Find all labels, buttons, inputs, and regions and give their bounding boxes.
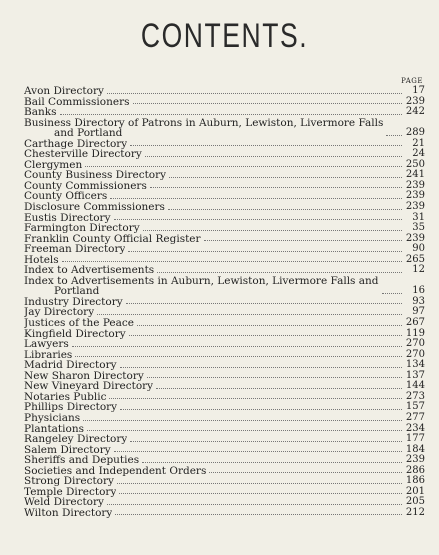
toc-entry-label: Societies and Independent Orders xyxy=(24,465,207,477)
toc-entry-page-number: 270 xyxy=(405,338,425,350)
toc-entry-page-number: 35 xyxy=(412,222,425,234)
toc-entry xyxy=(24,350,425,361)
toc-entry-page-number: 205 xyxy=(405,496,425,508)
dot-leader xyxy=(128,251,402,252)
toc-entry-label: Eustis Directory xyxy=(24,212,111,224)
toc-entry-label: Phillips Directory xyxy=(24,402,118,413)
toc-entry-label: Disclosure Commissioners xyxy=(24,202,165,213)
toc-entry-label: Banks xyxy=(24,107,57,118)
dot-leader xyxy=(150,187,402,188)
toc-entry-label: Lawyers xyxy=(24,339,69,350)
dot-leader xyxy=(60,114,403,115)
toc-entry-label: Industry Directory xyxy=(24,296,123,308)
toc-entry xyxy=(24,139,425,150)
toc-entry-page-number: 242 xyxy=(405,106,425,118)
dot-leader xyxy=(169,177,402,178)
toc-entry-page-number: 93 xyxy=(412,295,425,307)
toc-entry-page-number: 270 xyxy=(405,348,425,360)
toc-entry-label: Chesterville Directory xyxy=(24,149,142,160)
dot-leader xyxy=(72,346,402,347)
toc-entry-label: County Officers xyxy=(24,191,108,203)
toc-entry xyxy=(24,487,425,498)
toc-entry xyxy=(24,202,425,213)
toc-entry-page-number: 286 xyxy=(405,464,425,476)
dot-leader xyxy=(130,441,402,442)
toc-entry xyxy=(24,381,425,392)
page-title: CONTENTS. xyxy=(140,17,309,55)
toc-entry-page-number: 24 xyxy=(412,148,425,160)
dot-leader xyxy=(87,430,402,431)
toc-entry-label: New Sharon Directory xyxy=(24,370,144,382)
dot-leader xyxy=(114,219,402,220)
toc-entry-page-number: 239 xyxy=(405,95,425,107)
toc-entry-label: County Commissioners xyxy=(24,180,147,192)
toc-entry-label: Strong Directory xyxy=(24,476,114,487)
toc-entry xyxy=(24,508,425,519)
toc-entry-label: Justices of the Peace xyxy=(24,318,134,329)
dot-leader xyxy=(62,261,402,262)
toc-entry-page-number: 97 xyxy=(412,306,425,318)
dot-leader xyxy=(97,314,402,315)
toc-entry xyxy=(24,424,425,435)
dot-leader xyxy=(83,420,402,421)
dot-leader xyxy=(126,303,402,304)
toc-entry xyxy=(24,86,425,97)
toc-entry-page-number: 137 xyxy=(405,369,425,381)
toc-entry-label: Libraries xyxy=(24,349,73,361)
toc-entry xyxy=(24,213,425,224)
toc-entry xyxy=(24,223,425,234)
toc-entry-page-number: 250 xyxy=(405,158,425,170)
toc-entry xyxy=(24,413,425,424)
toc-entry-page-number: 12 xyxy=(412,264,425,276)
toc-entry-page-number: 201 xyxy=(405,485,425,497)
dot-leader xyxy=(137,325,402,326)
toc-entry-page-number: 17 xyxy=(412,85,425,96)
toc-entry xyxy=(24,402,425,413)
dot-leader xyxy=(209,472,402,473)
toc-entry-page-number: 134 xyxy=(405,359,425,371)
toc-entry-page-number: 119 xyxy=(405,327,425,339)
toc-entry-label: New Vineyard Directory xyxy=(24,381,154,392)
toc-entry-label: Jay Directory xyxy=(24,307,95,319)
dot-leader xyxy=(85,166,402,167)
toc-entry-page-number: 239 xyxy=(405,179,425,191)
toc-entry xyxy=(24,455,425,466)
dot-leader xyxy=(75,356,402,357)
toc-entry-label-continuation: Portland xyxy=(54,285,100,297)
toc-entry xyxy=(24,234,425,245)
toc-entry-page-number: 184 xyxy=(405,443,425,455)
toc-entry xyxy=(24,107,425,118)
toc-entry-label: Salem Directory xyxy=(24,444,111,456)
toc-entry xyxy=(24,118,425,139)
toc-entry-label: Farmington Directory xyxy=(24,223,140,234)
toc-entry-page-number: 177 xyxy=(405,433,425,445)
toc-entry-label-line: Index to Advertisements in Auburn, Lewiston, Livermore Falls and xyxy=(24,275,379,287)
toc-entry xyxy=(24,160,425,171)
dot-leader xyxy=(120,367,402,368)
toc-entry xyxy=(24,276,425,297)
toc-entry xyxy=(24,244,425,255)
toc-entry xyxy=(24,318,425,329)
toc-entry-label xyxy=(24,118,383,139)
toc-entry-label: Physicians xyxy=(24,412,81,424)
toc-entry xyxy=(24,360,425,371)
toc-entry-page-number: 289 xyxy=(405,127,425,139)
toc-entry-label: Sheriffs and Deputies xyxy=(24,455,140,466)
dot-leader xyxy=(157,272,402,273)
dot-leader xyxy=(142,462,402,463)
toc-entry-page-number: 239 xyxy=(405,190,425,202)
dot-leader xyxy=(204,240,402,241)
page-column-label: PAGE xyxy=(401,77,423,85)
dot-leader xyxy=(143,230,402,231)
toc-entry xyxy=(24,97,425,108)
toc-entry xyxy=(24,329,425,340)
toc-entry-label xyxy=(24,276,379,297)
toc-entry-label: Weld Directory xyxy=(24,497,104,508)
toc-entry xyxy=(24,307,425,318)
dot-leader xyxy=(147,377,402,378)
toc-entry-page-number: 277 xyxy=(405,411,425,423)
toc-entry-label-continuation: and Portland xyxy=(54,127,123,139)
table-of-contents xyxy=(24,86,425,518)
dot-leader xyxy=(107,93,402,94)
toc-entry xyxy=(24,191,425,202)
toc-entry-label: Temple Directory xyxy=(24,486,117,498)
toc-entry-label: Rangeley Directory xyxy=(24,434,128,445)
toc-entry-label: Freeman Directory xyxy=(24,244,126,255)
toc-entry xyxy=(24,392,425,403)
toc-entry-page-number: 212 xyxy=(405,506,425,518)
toc-entry xyxy=(24,339,425,350)
toc-entry-page-number: 21 xyxy=(412,137,425,149)
toc-entry-label: Franklin County Official Register xyxy=(24,233,201,245)
dot-leader xyxy=(133,103,403,104)
toc-entry-label: Clergymen xyxy=(24,159,83,171)
dot-leader xyxy=(107,504,402,505)
toc-entry-label-line: Business Directory of Patrons in Auburn, Lewiston, Livermore Falls xyxy=(24,117,384,129)
toc-entry xyxy=(24,445,425,456)
toc-entry-page-number: 157 xyxy=(405,401,425,413)
toc-entry-label: Carthage Directory xyxy=(24,138,128,150)
dot-leader xyxy=(114,451,402,452)
toc-entry-label: Index to Advertisements xyxy=(24,265,155,276)
toc-entry-page-number: 90 xyxy=(412,243,425,255)
toc-entry-page-number: 239 xyxy=(405,454,425,466)
toc-entry-label: Hotels xyxy=(24,254,59,266)
toc-entry-label: Bail Commissioners xyxy=(24,96,130,108)
dot-leader xyxy=(382,293,402,294)
toc-entry-page-number: 273 xyxy=(405,390,425,402)
dot-leader xyxy=(117,483,402,484)
toc-entry xyxy=(24,170,425,181)
toc-entry-page-number: 239 xyxy=(405,232,425,244)
toc-entry xyxy=(24,497,425,508)
dot-leader xyxy=(110,198,402,199)
toc-entry-label: County Business Directory xyxy=(24,170,167,181)
toc-entry xyxy=(24,466,425,477)
toc-entry xyxy=(24,476,425,487)
toc-entry-page-number: 16 xyxy=(412,285,425,297)
toc-entry xyxy=(24,434,425,445)
dot-leader xyxy=(168,209,402,210)
toc-entry-page-number: 241 xyxy=(405,169,425,181)
dot-leader xyxy=(120,409,402,410)
dot-leader xyxy=(119,493,402,494)
toc-entry-label: Wilton Directory xyxy=(24,507,113,519)
toc-entry xyxy=(24,181,425,192)
toc-entry xyxy=(24,371,425,382)
toc-entry-page-number: 31 xyxy=(412,211,425,223)
toc-entry-page-number: 265 xyxy=(405,253,425,265)
toc-entry-label: Kingfield Directory xyxy=(24,328,126,340)
dot-leader xyxy=(109,398,402,399)
toc-entry-page-number: 239 xyxy=(405,201,425,213)
toc-entry-label: Notaries Public xyxy=(24,391,107,403)
toc-entry xyxy=(24,265,425,276)
toc-entry-label: Plantations xyxy=(24,423,84,435)
toc-entry-page-number: 234 xyxy=(405,422,425,434)
toc-entry-page-number: 267 xyxy=(405,317,425,329)
dot-leader xyxy=(130,145,402,146)
toc-entry xyxy=(24,255,425,266)
dot-leader xyxy=(156,388,402,389)
dot-leader xyxy=(129,335,402,336)
toc-entry-page-number: 144 xyxy=(405,380,425,392)
toc-entry-page-number: 186 xyxy=(405,475,425,487)
toc-entry-label: Madrid Directory xyxy=(24,360,117,371)
dot-leader xyxy=(115,514,402,515)
dot-leader xyxy=(145,156,402,157)
toc-entry-label: Avon Directory xyxy=(24,86,104,97)
toc-entry xyxy=(24,297,425,308)
dot-leader xyxy=(386,135,402,136)
toc-entry xyxy=(24,149,425,160)
